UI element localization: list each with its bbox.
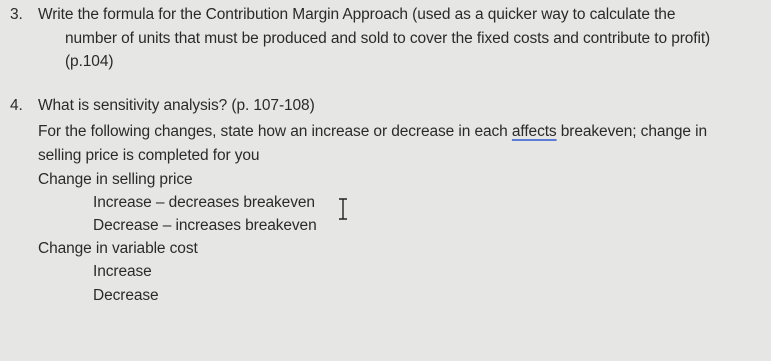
instructions-text-after: breakeven; change in <box>556 123 708 140</box>
variable-cost-increase[interactable]: Increase <box>93 263 152 280</box>
selling-price-decrease: Decrease – increases breakeven <box>93 217 317 234</box>
selling-price-increase: Increase – decreases breakeven <box>93 194 315 211</box>
spellcheck-word-affects[interactable]: affects <box>511 123 557 140</box>
variable-cost-heading: Change in variable cost <box>38 240 198 257</box>
question-3-page-ref: (p.104) <box>65 53 114 70</box>
variable-cost-decrease[interactable]: Decrease <box>93 287 159 304</box>
question-3-line-1: Write the formula for the Contribution Margin Approach (used as a quicker way to calculate the <box>38 6 676 23</box>
question-3-number: 3. <box>10 6 23 23</box>
question-3-line-2: number of units that must be produced and sold to cover the fixed costs and contribute to profit) <box>65 30 711 47</box>
instructions-line-1 <box>38 123 707 141</box>
question-4-number: 4. <box>10 97 23 114</box>
selling-price-heading: Change in selling price <box>38 171 193 188</box>
instructions-line-2: selling price is completed for you <box>38 147 260 164</box>
question-4-text: What is sensitivity analysis? (p. 107-108) <box>38 97 315 114</box>
text-cursor-icon <box>337 198 349 220</box>
instructions-text-before: For the following changes, state how an increase or decrease in each <box>38 123 512 140</box>
